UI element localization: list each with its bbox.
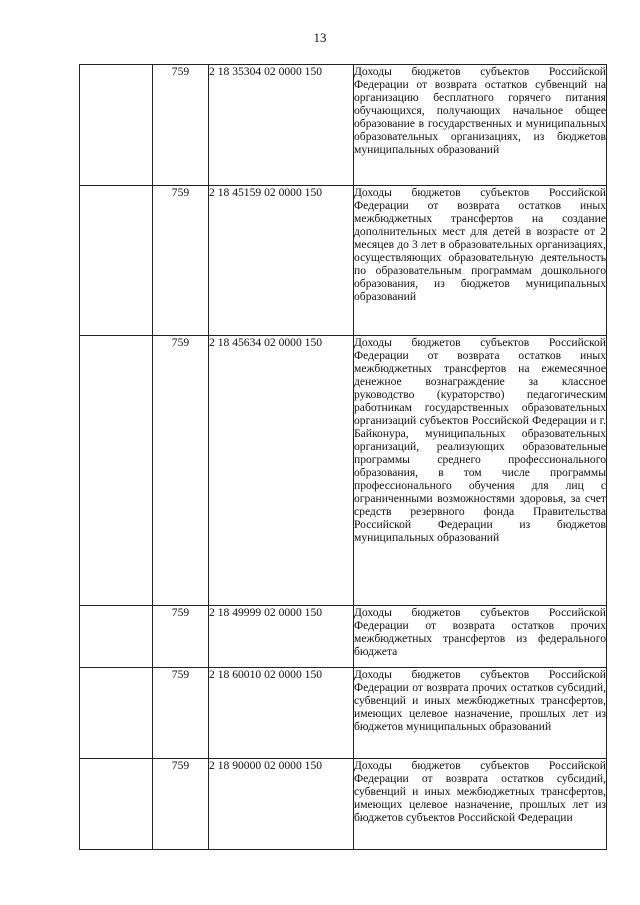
admin-code-cell: 759 xyxy=(153,606,209,668)
description-cell xyxy=(354,668,607,759)
table-row xyxy=(80,336,607,606)
admin-code-cell: 759 xyxy=(153,65,209,186)
description-text: Доходы бюджетов субъектов Российской Федерации от возврата остатков иных межбюджетных трансфертов на ежемесячное денежное вознаграждение за классное руководство (кураторство) педагогическим работникам государственных образовательных организаций субъектов Российской Федерации и г. Байконура, муниципальных образовательных организаций, реализующих образовательные программы среднего профессионального образования, в том числе программы профессионального обучения для лиц с ограниченными возможностями здоровья, за счет средств резервного фонда Правительства Российской Федерации из бюджетов муниципальных образований xyxy=(354,336,606,544)
description-cell xyxy=(354,186,607,336)
table-row xyxy=(80,606,607,668)
table-row xyxy=(80,759,607,850)
budget-code-cell: 2 18 90000 02 0000 150 xyxy=(209,759,354,850)
description-cell xyxy=(354,606,607,668)
page-number: 13 xyxy=(313,30,327,45)
budget-code-cell: 2 18 45159 02 0000 150 xyxy=(209,186,354,336)
description-cell xyxy=(354,759,607,850)
description-text: Доходы бюджетов субъектов Российской Федерации от возврата остатков субсидий, субвенций и иных межбюджетных трансфертов, имеющих целевое назначение, прошлых лет из бюджетов субъектов Российской Федерации xyxy=(354,759,606,824)
empty-cell xyxy=(80,336,153,606)
budget-code-cell: 2 18 45634 02 0000 150 xyxy=(209,336,354,606)
empty-cell xyxy=(80,65,153,186)
empty-cell xyxy=(80,186,153,336)
budget-code-cell: 2 18 49999 02 0000 150 xyxy=(209,606,354,668)
empty-cell xyxy=(80,759,153,850)
admin-code-cell: 759 xyxy=(153,186,209,336)
description-cell xyxy=(354,336,607,606)
description-text: Доходы бюджетов субъектов Российской Федерации от возврата остатков иных межбюджетных трансфертов на создание дополнительных мест для детей в возрасте от 2 месяцев до 3 лет в образовательных организациях, осуществляющих образовательную деятельность по образовательным программам дошкольного образования, из бюджетов муниципальных образований xyxy=(354,186,606,303)
budget-code-cell: 2 18 35304 02 0000 150 xyxy=(209,65,354,186)
description-text: Доходы бюджетов субъектов Российской Федерации от возврата остатков прочих межбюджетных трансфертов из федерального бюджета xyxy=(354,606,606,658)
table-row xyxy=(80,668,607,759)
budget-revenue-table xyxy=(79,64,607,850)
table-row xyxy=(80,65,607,186)
empty-cell xyxy=(80,668,153,759)
description-text: Доходы бюджетов субъектов Российской Федерации от возврата прочих остатков субсидий, субвенций и иных межбюджетных трансфертов, имеющих целевое назначение, прошлых лет из бюджетов муниципальных образований xyxy=(354,668,606,733)
empty-cell xyxy=(80,606,153,668)
admin-code-cell: 759 xyxy=(153,759,209,850)
table-row xyxy=(80,186,607,336)
budget-code-cell: 2 18 60010 02 0000 150 xyxy=(209,668,354,759)
description-text: Доходы бюджетов субъектов Российской Федерации от возврата остатков субвенций на организацию бесплатного горячего питания обучающихся, получающих начальное общее образование в государственных и муниципальных образовательных организациях, из бюджетов муниципальных образований xyxy=(354,65,606,156)
admin-code-cell: 759 xyxy=(153,668,209,759)
description-cell xyxy=(354,65,607,186)
admin-code-cell: 759 xyxy=(153,336,209,606)
